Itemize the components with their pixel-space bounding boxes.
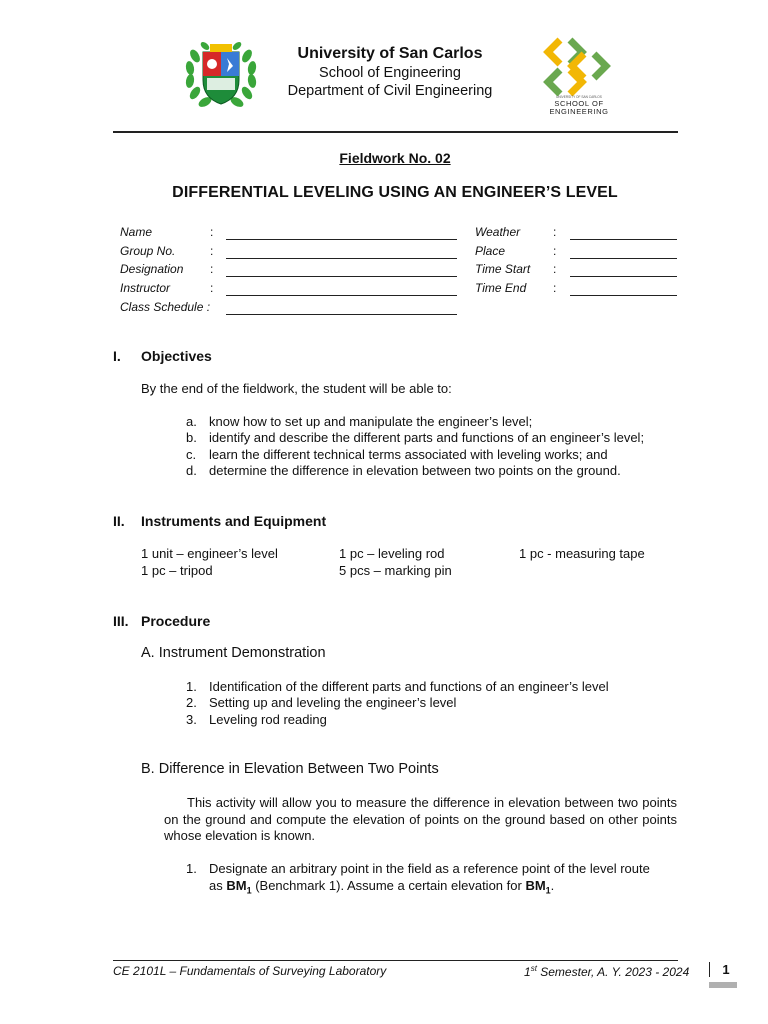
section-procedure-title: Procedure	[141, 613, 211, 629]
instrument-item: 1 unit – engineer’s level	[141, 546, 278, 561]
time-start-label: Time Start	[475, 262, 531, 276]
procedure-a-1-marker: 1.	[186, 679, 197, 694]
designation-field[interactable]	[226, 276, 457, 277]
objective-c-marker: c.	[186, 447, 197, 462]
school-name: School of Engineering	[319, 65, 461, 81]
objective-a-text: know how to set up and manipulate the engineer’s level;	[209, 414, 533, 429]
procedure-b-1-line1: Designate an arbitrary point in the field as a reference point of the level route	[209, 861, 650, 876]
section-instruments-number: II.	[113, 513, 125, 529]
instrument-item: 5 pcs – marking pin	[339, 563, 452, 578]
name-field[interactable]	[226, 239, 457, 240]
procedure-a-2-text: Setting up and leveling the engineer’s level	[209, 695, 457, 710]
semester-rest: Semester, A. Y. 2023 - 2024	[536, 965, 690, 979]
weather-field[interactable]	[570, 239, 677, 240]
objective-c-text: learn the different technical terms associated with leveling works; and	[209, 447, 608, 462]
instructor-colon: :	[210, 281, 214, 295]
objective-d-marker: d.	[186, 463, 197, 478]
designation-label: Designation	[120, 262, 184, 276]
procedure-a-2-marker: 2.	[186, 695, 197, 710]
name-label: Name	[120, 225, 153, 239]
footer-course: CE 2101L – Fundamentals of Surveying Laboratory	[113, 964, 387, 978]
instrument-item: 1 pc - measuring tape	[519, 546, 645, 561]
page-number: 1	[709, 962, 740, 977]
document-title: DIFFERENTIAL LEVELING USING AN ENGINEER’S LEVEL	[172, 184, 618, 201]
right-logo-line2: ENGINEERING	[549, 107, 609, 116]
procedure-b-paragraph: This activity will allow you to measure the difference in elevation between two points on the ground and compute the elevation of points on the ground based on other points whose elevation is known.	[164, 795, 677, 843]
designation-colon: :	[210, 262, 214, 276]
procedure-b-1-marker: 1.	[186, 861, 197, 876]
right-logo-small-text: UNIVERSITY OF SAN CARLOS	[556, 95, 602, 99]
page-number-bar	[709, 982, 737, 988]
procedure-b-1-line2	[209, 878, 554, 899]
time-end-colon: :	[553, 281, 557, 295]
right-logo-line1: SCHOOL OF	[554, 99, 604, 108]
instrument-item: 1 pc – leveling rod	[339, 546, 445, 561]
place-label: Place	[475, 244, 506, 258]
class-schedule-field[interactable]	[226, 314, 457, 315]
fieldwork-number: Fieldwork No. 02	[339, 150, 451, 166]
procedure-a-1-text: Identification of the different parts and functions of an engineer’s level	[209, 679, 609, 694]
university-name: University of San Carlos	[297, 45, 483, 62]
section-instruments-title: Instruments and Equipment	[141, 513, 327, 529]
line2-middle: (Benchmark 1). Assume a certain elevation for	[251, 878, 526, 893]
section-objectives-number: I.	[113, 348, 121, 364]
bm-label: BM	[226, 878, 247, 893]
group-no-label: Group No.	[120, 244, 176, 258]
instructor-field[interactable]	[226, 295, 457, 296]
group-no-field[interactable]	[226, 258, 457, 259]
class-schedule-label: Class Schedule :	[120, 300, 211, 314]
bm-label-2: BM	[525, 878, 546, 893]
procedure-subheading-a: A. Instrument Demonstration	[141, 645, 326, 661]
bm-subscript: 1	[246, 885, 252, 896]
time-end-field[interactable]	[570, 295, 677, 296]
time-start-colon: :	[553, 262, 557, 276]
header-rule	[113, 131, 678, 133]
place-field[interactable]	[570, 258, 677, 259]
section-objectives-title: Objectives	[141, 348, 212, 364]
department-name: Department of Civil Engineering	[287, 83, 493, 99]
objectives-intro: By the end of the fieldwork, the student will be able to:	[141, 381, 452, 396]
objective-b-marker: b.	[186, 430, 197, 445]
group-no-colon: :	[210, 244, 214, 258]
time-start-field[interactable]	[570, 276, 677, 277]
line2-end: .	[550, 878, 555, 893]
footer-rule	[113, 960, 678, 961]
semester-number: 1	[524, 965, 531, 979]
semester-suffix: st	[530, 964, 537, 973]
objective-b-text: identify and describe the different parts and functions of an engineer’s level;	[209, 430, 645, 445]
instrument-item: 1 pc – tripod	[141, 563, 213, 578]
footer-semester	[524, 964, 689, 979]
objective-a-marker: a.	[186, 414, 197, 429]
objective-d-text: determine the difference in elevation between two points on the ground.	[209, 463, 621, 478]
bm-subscript-2: 1	[545, 885, 551, 896]
section-procedure-number: III.	[113, 613, 129, 629]
instructor-label: Instructor	[120, 281, 171, 295]
place-colon: :	[553, 244, 557, 258]
document-header	[240, 44, 540, 100]
procedure-a-3-marker: 3.	[186, 712, 197, 727]
weather-colon: :	[553, 225, 557, 239]
name-colon: :	[210, 225, 214, 239]
weather-label: Weather	[475, 225, 521, 239]
procedure-a-3-text: Leveling rod reading	[209, 712, 327, 727]
time-end-label: Time End	[475, 281, 527, 295]
line2-prefix: as	[209, 878, 227, 893]
procedure-subheading-b: B. Difference in Elevation Between Two Points	[141, 761, 439, 777]
school-of-engineering-logo	[540, 34, 618, 118]
